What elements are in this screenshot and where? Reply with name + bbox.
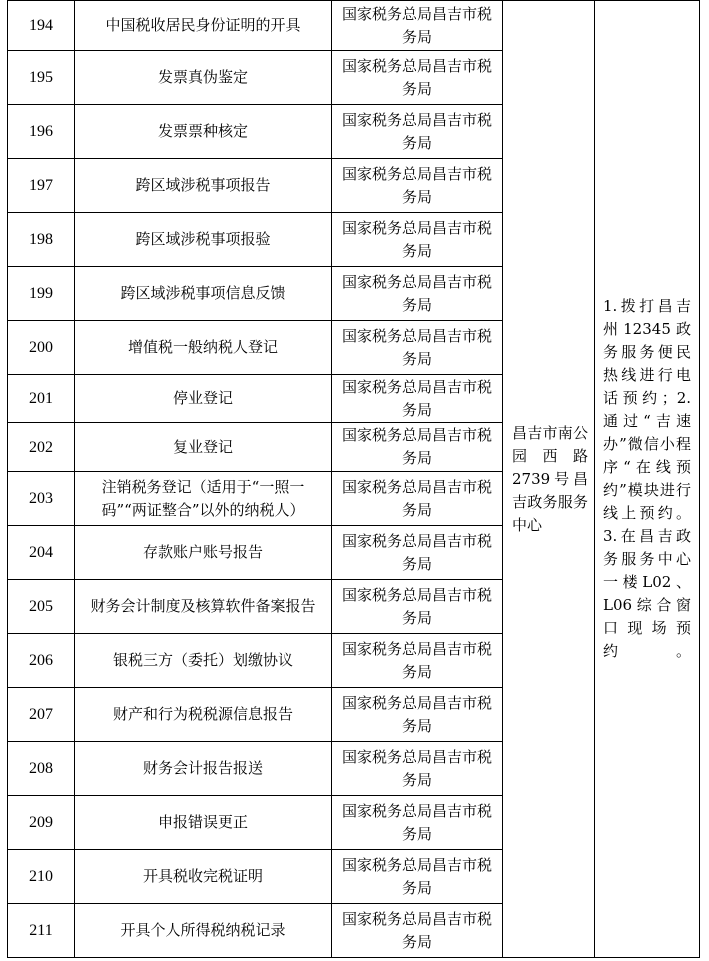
appointment-methods-text: 1.拨打昌吉州12345政务服务便民热线进行电话预约；2.通过“吉速办”微信小程序“在线预约”模块进行线上预约。3.在昌吉政务服务中心一楼L02、L06综合窗口现场预约。	[603, 297, 691, 660]
row-number: 206	[8, 634, 75, 688]
responsible-authority: 国家税务总局昌吉市税务局	[332, 526, 503, 580]
row-number: 205	[8, 580, 75, 634]
row-number: 211	[8, 904, 75, 958]
row-number: 200	[8, 321, 75, 375]
table-row	[8, 1, 700, 51]
service-item-name: 跨区域涉税事项报告	[75, 159, 332, 213]
row-number: 194	[8, 1, 75, 51]
appointment-methods	[595, 1, 700, 958]
service-item-name: 财务会计报告报送	[75, 742, 332, 796]
responsible-authority: 国家税务总局昌吉市税务局	[332, 850, 503, 904]
responsible-authority: 国家税务总局昌吉市税务局	[332, 213, 503, 267]
row-number: 210	[8, 850, 75, 904]
responsible-authority: 国家税务总局昌吉市税务局	[332, 904, 503, 958]
responsible-authority: 国家税务总局昌吉市税务局	[332, 688, 503, 742]
responsible-authority: 国家税务总局昌吉市税务局	[332, 634, 503, 688]
service-item-name: 发票真伪鉴定	[75, 51, 332, 105]
responsible-authority: 国家税务总局昌吉市税务局	[332, 1, 503, 51]
service-item-name: 跨区域涉税事项信息反馈	[75, 267, 332, 321]
row-number: 197	[8, 159, 75, 213]
service-item-name: 开具个人所得税纳税记录	[75, 904, 332, 958]
row-number: 208	[8, 742, 75, 796]
row-number: 202	[8, 423, 75, 472]
service-location-text: 昌吉市南公园西路2739号昌吉政务服务中心	[512, 423, 588, 534]
responsible-authority: 国家税务总局昌吉市税务局	[332, 105, 503, 159]
service-item-name: 银税三方（委托）划缴协议	[75, 634, 332, 688]
row-number: 201	[8, 375, 75, 423]
responsible-authority: 国家税务总局昌吉市税务局	[332, 267, 503, 321]
row-number: 204	[8, 526, 75, 580]
service-item-name: 财务会计制度及核算软件备案报告	[75, 580, 332, 634]
service-item-name: 复业登记	[75, 423, 332, 472]
responsible-authority: 国家税务总局昌吉市税务局	[332, 159, 503, 213]
responsible-authority: 国家税务总局昌吉市税务局	[332, 580, 503, 634]
service-location	[503, 1, 595, 958]
responsible-authority: 国家税务总局昌吉市税务局	[332, 742, 503, 796]
row-number: 198	[8, 213, 75, 267]
service-item-name: 发票票种核定	[75, 105, 332, 159]
service-item-name: 跨区域涉税事项报验	[75, 213, 332, 267]
row-number: 209	[8, 796, 75, 850]
service-item-name: 增值税一般纳税人登记	[75, 321, 332, 375]
service-item-name: 停业登记	[75, 375, 332, 423]
service-item-name: 开具税收完税证明	[75, 850, 332, 904]
responsible-authority: 国家税务总局昌吉市税务局	[332, 321, 503, 375]
service-item-name: 存款账户账号报告	[75, 526, 332, 580]
row-number: 207	[8, 688, 75, 742]
service-item-name: 注销税务登记（适用于“一照一码”“两证整合”以外的纳税人）	[75, 472, 332, 526]
responsible-authority: 国家税务总局昌吉市税务局	[332, 375, 503, 423]
service-table	[7, 0, 700, 958]
row-number: 195	[8, 51, 75, 105]
row-number: 199	[8, 267, 75, 321]
responsible-authority: 国家税务总局昌吉市税务局	[332, 51, 503, 105]
responsible-authority: 国家税务总局昌吉市税务局	[332, 423, 503, 472]
service-item-name: 申报错误更正	[75, 796, 332, 850]
responsible-authority: 国家税务总局昌吉市税务局	[332, 796, 503, 850]
service-item-name: 中国税收居民身份证明的开具	[75, 1, 332, 51]
row-number: 196	[8, 105, 75, 159]
service-item-name: 财产和行为税税源信息报告	[75, 688, 332, 742]
row-number: 203	[8, 472, 75, 526]
responsible-authority: 国家税务总局昌吉市税务局	[332, 472, 503, 526]
